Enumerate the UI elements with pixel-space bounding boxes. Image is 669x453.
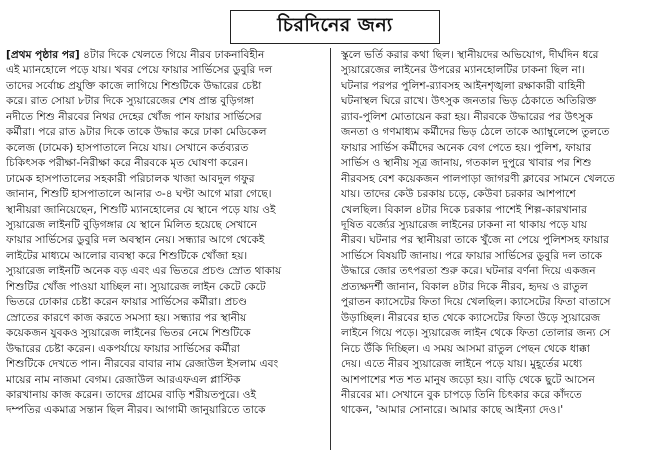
- right-line: স্কুলে ভর্তি করার কথা ছিল। স্থানীয়দের অভিযোগ, দীর্ঘদিন ধরে: [341, 49, 599, 61]
- right-line: নীরবের মা। সেখানে বুক চাপড়ে তিনি চিৎকার করে কাঁদতে: [341, 388, 582, 401]
- left-line: করে। রাত সোয়া ৮টার দিকে স্যুয়ারেজের শেষ প্রান্ত বুড়িগঙ্গা: [6, 95, 254, 108]
- left-column: [6, 48, 324, 452]
- right-line: র‍্যাব-পুলিশ মোতায়েন করা হয়। নীরবকে উদ্ধারের পর উৎসুক: [341, 110, 593, 123]
- right-line: প্রত্যক্ষদর্শী জানান, বিকাল ৪টার দিকে নীরব, হৃদয় ও রাতুল: [341, 280, 588, 293]
- right-line: নীরবসহ বেশ কয়েকজন পালপাড়া জাগরণী ক্লাবের সামনে খেলতে: [341, 172, 615, 185]
- left-line: কর্মীরা। পরে রাত ৯টার দিকে তাকে উদ্ধার করে ঢাকা মেডিকেল: [6, 126, 267, 139]
- right-line: স্যুয়ারেজের লাইনের উপরের ম্যানহোলটির ঢাকনা ছিল না।: [341, 64, 585, 77]
- right-line: ঘটনার পরপর পুলিশ-র‍্যাবসহ আইনশৃঙ্খলা রক্ষাকারী বাহিনী: [341, 79, 586, 92]
- right-line: নিচে উঁকি দিচ্ছিল। এ সময় আসমা রাতুল পেছন থেকে ধাক্কা: [341, 342, 590, 355]
- right-line: পুরাতন ক্যাসেটের ফিতা দিয়ে খেলছিল। ক্যাসেটের ফিতা বাতাসে: [341, 296, 611, 309]
- right-line: দূষিত বর্জ্যের স্যুয়ারেজ লাইনের ঢাকনা না থাকায় পড়ে যায়: [341, 218, 588, 231]
- right-line: সার্ভিস ও স্থানীয় সূত্র জানায়, গতকাল দুপুরে খাবার পর শিশু: [341, 157, 592, 170]
- left-line: কলেজ (ঢামেক) হাসপাতালে নিয়ে যায়। সেখানে কর্তব্যরত: [6, 141, 249, 154]
- right-column: [341, 48, 659, 452]
- headline: [230, 10, 440, 44]
- right-line: নীরব। ঘটনার পর স্থানীয়রা তাকে খুঁজে না পেয়ে পুলিশসহ ফায়ার: [341, 234, 609, 247]
- left-line: দম্পতির একমাত্র সন্তান ছিল নীরব। আগামী জানুয়ারিতে তাকে: [6, 404, 266, 417]
- headline-text: চিরদিনের জন্য: [277, 14, 393, 36]
- right-line: আশপাশের শত শত মানুষ জড়ো হয়। বাড়ি থেকে ছুটে আসেন: [341, 373, 595, 386]
- left-line: ভিতরে ঢোকার চেষ্টা করেন ফায়ার সার্ভিসের কর্মীরা। প্রচণ্ড: [6, 296, 248, 309]
- left-line: এই ম্যানহোলে পড়ে যায়। খবর পেয়ে ফায়ার সার্ভিসের ডুবুরি দল: [6, 64, 273, 77]
- left-line: ফায়ার সার্ভিসের ডুবুরি দল অবস্থান নেয়। সন্ধ্যার আগে থেকেই: [6, 234, 265, 247]
- left-line: স্থানীয়রা জানিয়েছেন, শিশুটি ম্যানহোলের যে স্থানে পড়ে যায় ওই: [6, 203, 276, 216]
- lead-label: [প্রথম পৃষ্ঠার পর]: [6, 49, 80, 61]
- right-line: জনতা ও গণমাধ্যম কর্মীদের ভিড় ঠেলে তাকে অ্যাম্বুলেন্সে তুলতে: [341, 126, 610, 139]
- right-line: ফায়ার সার্ভিস কর্মীদের অনেক বেগ পেতে হয়। পুলিশ, ফায়ার: [341, 141, 592, 154]
- left-line-0: [প্রথম পৃষ্ঠার পর] ৪টার দিকে খেলতে গিয়ে নীরব ঢাকনাবিহীন: [6, 49, 265, 61]
- left-line: লাইটের মাধ্যমে আলোর ব্যবস্থা করে শিশুটিকে খোঁজা হয়।: [6, 249, 248, 262]
- left-line: চিকিৎসক পরীক্ষা-নিরীক্ষা করে নীরবকে মৃত ঘোষণা করেন।: [6, 157, 248, 170]
- right-line: সার্ভিসে বিষয়টি জানায়। পরে ফায়ার সার্ভিসের ডুবুরি দল তাকে: [341, 249, 602, 262]
- right-line: যায়। তাদের কেউ চরকায় চড়ে, কেউবা চরকার আশপাশে: [341, 188, 576, 201]
- right-line: খেলছিল। বিকাল ৪টার দিকে চরকার পাশেই শিল্প-কারখানার: [341, 203, 588, 216]
- right-line: ঘটনাস্থল ঘিরে রাখে। উৎসুক জনতার ভিড় ঠেকাতে অতিরিক্ত: [341, 95, 597, 108]
- right-line: উদ্ধারে জোর তৎপরতা শুরু করে। ঘটনার বর্ণনা দিয়ে একজন: [341, 265, 596, 278]
- right-line: লাইনে গিয়ে পড়ে। স্যুয়ারেজ লাইন থেকে ফিতা তোলার জন্য সে: [341, 327, 611, 340]
- left-line: কারখানায় কাজ করেন। তাদের গ্রামের বাড়ি শরীয়তপুরে। ওই: [6, 388, 257, 401]
- left-line: স্যুয়ারেজ লাইনটি অনেক বড় এবং এর ভিতরে প্রচণ্ড স্রোত থাকায়: [6, 265, 282, 278]
- column-divider: [330, 48, 331, 450]
- left-line: মায়ের নাম নাজমা বেগম। রেজাউল আরএফএল প্লাস্টিক: [6, 373, 241, 386]
- left-line: শিশুটিকে দেখতে পান। নীরবের বাবার নাম রেজাউল ইসলাম এবং: [6, 358, 279, 371]
- right-line: থাকেন, 'আমার সোনারে। আমার কাছে আইন্যা দেও।': [341, 404, 564, 417]
- left-line: নদীতে শিশু নীরবের নিথর দেহের খোঁজ পান ফায়ার সার্ভিসের: [6, 110, 262, 123]
- right-line: দেয়। এতে নীরব স্যুয়ারেজ লাইনে পড়ে যায়। মুহূর্তের মধ্যে: [341, 358, 583, 371]
- left-line: তাদের সর্বোচ্চ প্রযুক্তি কাজে লাগিয়ে শিশুটিকে উদ্ধারের চেষ্টা: [6, 79, 262, 92]
- left-line: স্রোতের কারণে কাজ করতে সমস্যা হয়। সন্ধ্যার পর স্থানীয়: [6, 311, 247, 324]
- left-line: ঢামেক হাসপাতালের সহকারী পরিচালক খাজা আবদুল গফুর: [6, 172, 255, 185]
- left-line: জানান, শিশুটি হাসপাতালে আনার ৩-৪ ঘণ্টা আগে মারা গেছে।: [6, 188, 272, 201]
- left-line: স্যুয়ারেজ লাইনটি বুড়িগঙ্গার যে স্থানে মিলিত হয়েছে সেখানে: [6, 218, 257, 231]
- left-line: কয়েকজন যুবকও স্যুয়ারেজ লাইনের ভিতর নেমে শিশুটিকে: [6, 327, 251, 340]
- left-line: উদ্ধারের চেষ্টা করেন। একপর্যায়ে ফায়ার সার্ভিসের কর্মীরা: [6, 342, 240, 355]
- right-line: উড়াচ্ছিল। নীরবের হাত থেকে ক্যাসেটের ফিতা উড়ে স্যুয়ারেজ: [341, 311, 601, 324]
- left-line: শিশুটির খোঁজ পাওয়া যাচ্ছিল না। স্যুয়ারেজ লাইন কেটে কেটে: [6, 280, 266, 293]
